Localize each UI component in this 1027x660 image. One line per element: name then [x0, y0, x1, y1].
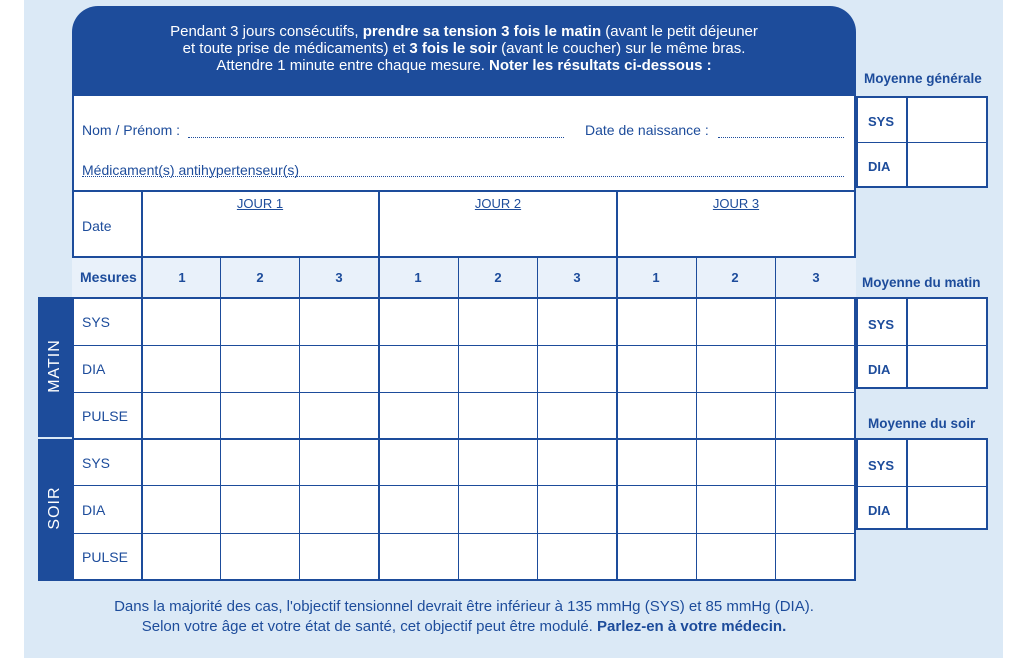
divider [458, 256, 459, 581]
instruction-text: Attendre 1 minute entre chaque mesure. [216, 57, 490, 74]
instruction-emphasis: Noter les résultats ci-dessous : [489, 57, 712, 74]
divider [537, 256, 538, 581]
divider [72, 485, 856, 486]
divider [72, 190, 856, 192]
day-3-header: JOUR 3 [712, 196, 760, 211]
avg-dia-label: DIA [868, 362, 891, 377]
medication-field[interactable] [82, 176, 844, 177]
morning-average-title: Moyenne du matin [862, 275, 981, 290]
general-average-title: Moyenne générale [864, 71, 982, 86]
footer-line-1: Dans la majorité des cas, l'objectif tensionnel devrait être inférieur à 135 mmHg (SYS) et 85 mmHg (DIA). [114, 598, 814, 615]
divider [858, 486, 986, 487]
measure-number: 2 [256, 270, 264, 285]
name-label: Nom / Prénom : [82, 122, 181, 138]
soir-band [38, 439, 72, 581]
divider [220, 256, 221, 581]
general-average-box [856, 96, 988, 188]
footer-emphasis: Parlez-en à votre médecin. [597, 618, 787, 635]
soir-label: SOIR [46, 486, 63, 530]
divider [858, 142, 986, 143]
measure-number: 3 [573, 270, 581, 285]
day-2-header: JOUR 2 [474, 196, 522, 211]
day-1-header: JOUR 1 [236, 196, 284, 211]
instruction-text: (avant le petit déjeuner [601, 23, 758, 40]
divider [72, 297, 856, 299]
divider [141, 190, 143, 581]
footer-note [72, 597, 856, 637]
divider [378, 190, 380, 581]
row-label-pulse: PULSE [82, 549, 128, 565]
measure-number: 3 [335, 270, 343, 285]
avg-sys-label: SYS [868, 114, 895, 129]
row-label-dia: DIA [82, 502, 106, 518]
divider [72, 533, 856, 534]
medication-label: Médicament(s) antihypertenseur(s) [82, 162, 300, 178]
instruction-emphasis: 3 fois le soir [409, 40, 497, 57]
divider [72, 345, 856, 346]
morning-average-box [856, 297, 988, 389]
name-field[interactable] [188, 137, 564, 138]
matin-label: MATIN [46, 339, 63, 393]
divider [775, 256, 776, 581]
divider [858, 345, 986, 346]
divider [72, 438, 856, 440]
measure-number: 2 [731, 270, 739, 285]
measure-number: 1 [652, 270, 660, 285]
footer-line-2: Selon votre âge et votre état de santé, cet objectif peut être modulé. [141, 618, 598, 635]
date-label: Date [82, 218, 112, 234]
divider [906, 299, 908, 387]
measure-number: 3 [812, 270, 820, 285]
divider [616, 190, 618, 581]
measures-label: Mesures [80, 269, 137, 285]
divider [72, 256, 856, 258]
measure-number: 2 [494, 270, 502, 285]
measure-number: 1 [178, 270, 186, 285]
avg-dia-label: DIA [868, 159, 891, 174]
instruction-text: (avant le coucher) sur le même bras. [496, 40, 746, 57]
evening-average-title: Moyenne du soir [868, 416, 976, 431]
divider [696, 256, 697, 581]
measure-number: 1 [414, 270, 422, 285]
row-label-sys: SYS [82, 314, 111, 330]
divider [906, 440, 908, 528]
instruction-emphasis: prendre sa tension 3 fois le matin [362, 23, 602, 40]
divider [299, 256, 300, 581]
instructions-header [72, 6, 856, 96]
evening-average-box [856, 438, 988, 530]
row-label-pulse: PULSE [82, 408, 128, 424]
avg-sys-label: SYS [868, 458, 895, 473]
birthdate-label: Date de naissance : [585, 122, 709, 138]
row-label-dia: DIA [82, 361, 106, 377]
avg-sys-label: SYS [868, 317, 895, 332]
row-label-sys: SYS [82, 455, 111, 471]
birthdate-field[interactable] [718, 137, 844, 138]
instruction-text: et toute prise de médicaments) et [182, 40, 410, 57]
avg-dia-label: DIA [868, 503, 891, 518]
instruction-text: Pendant 3 jours consécutifs, [170, 23, 363, 40]
divider [72, 392, 856, 393]
matin-band [38, 297, 72, 437]
